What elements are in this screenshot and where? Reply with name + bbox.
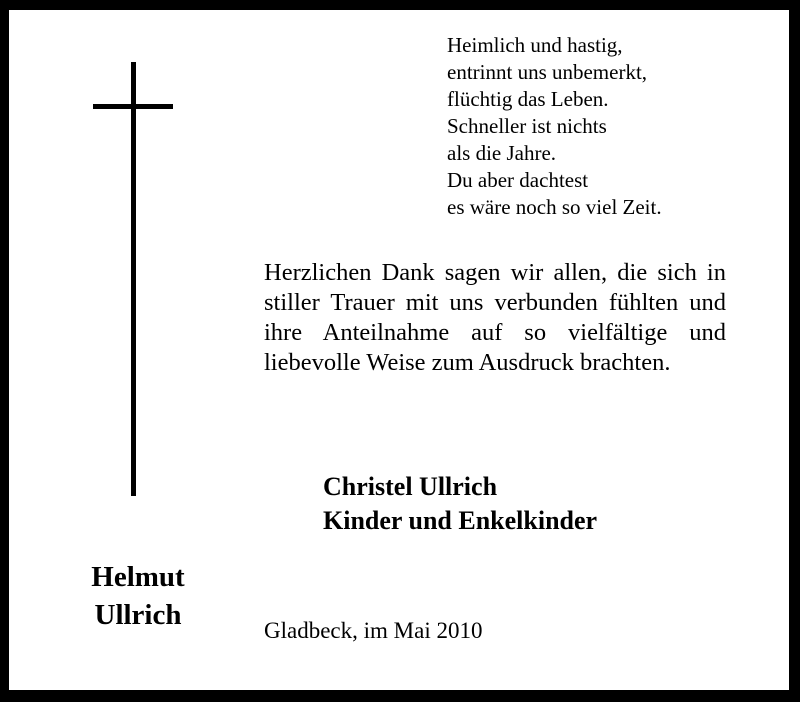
- thanks-text: Herzlichen Dank sagen wir allen, die sich in stiller Trauer mit uns verbunden fühlten und ihre Anteilnahme auf so vielfältige und liebevolle Weise zum Ausdruck brachten.: [264, 259, 726, 376]
- poem-line: es wäre noch so viel Zeit.: [447, 195, 662, 219]
- signer-name: Christel Ullrich: [323, 472, 498, 501]
- obituary-notice: [9, 10, 789, 690]
- poem-line: Schneller ist nichts: [447, 114, 607, 138]
- poem-line: Du aber dachtest: [447, 168, 589, 192]
- deceased-first-name: Helmut: [91, 561, 185, 593]
- poem-line: Heimlich und hastig,: [447, 33, 623, 57]
- poem: [447, 32, 767, 221]
- deceased-last-name: Ullrich: [94, 599, 182, 631]
- place-date: Gladbeck, im Mai 2010: [264, 618, 483, 643]
- cross-vertical-bar: [131, 62, 136, 496]
- deceased-name: [49, 558, 227, 634]
- cross-horizontal-bar: [93, 104, 173, 109]
- poem-line: als die Jahre.: [447, 141, 557, 165]
- poem-line: entrinnt uns unbemerkt,: [447, 60, 648, 84]
- poem-line: flüchtig das Leben.: [447, 87, 609, 111]
- signer-family: Kinder und Enkelkinder: [323, 506, 598, 535]
- signers: [323, 470, 743, 538]
